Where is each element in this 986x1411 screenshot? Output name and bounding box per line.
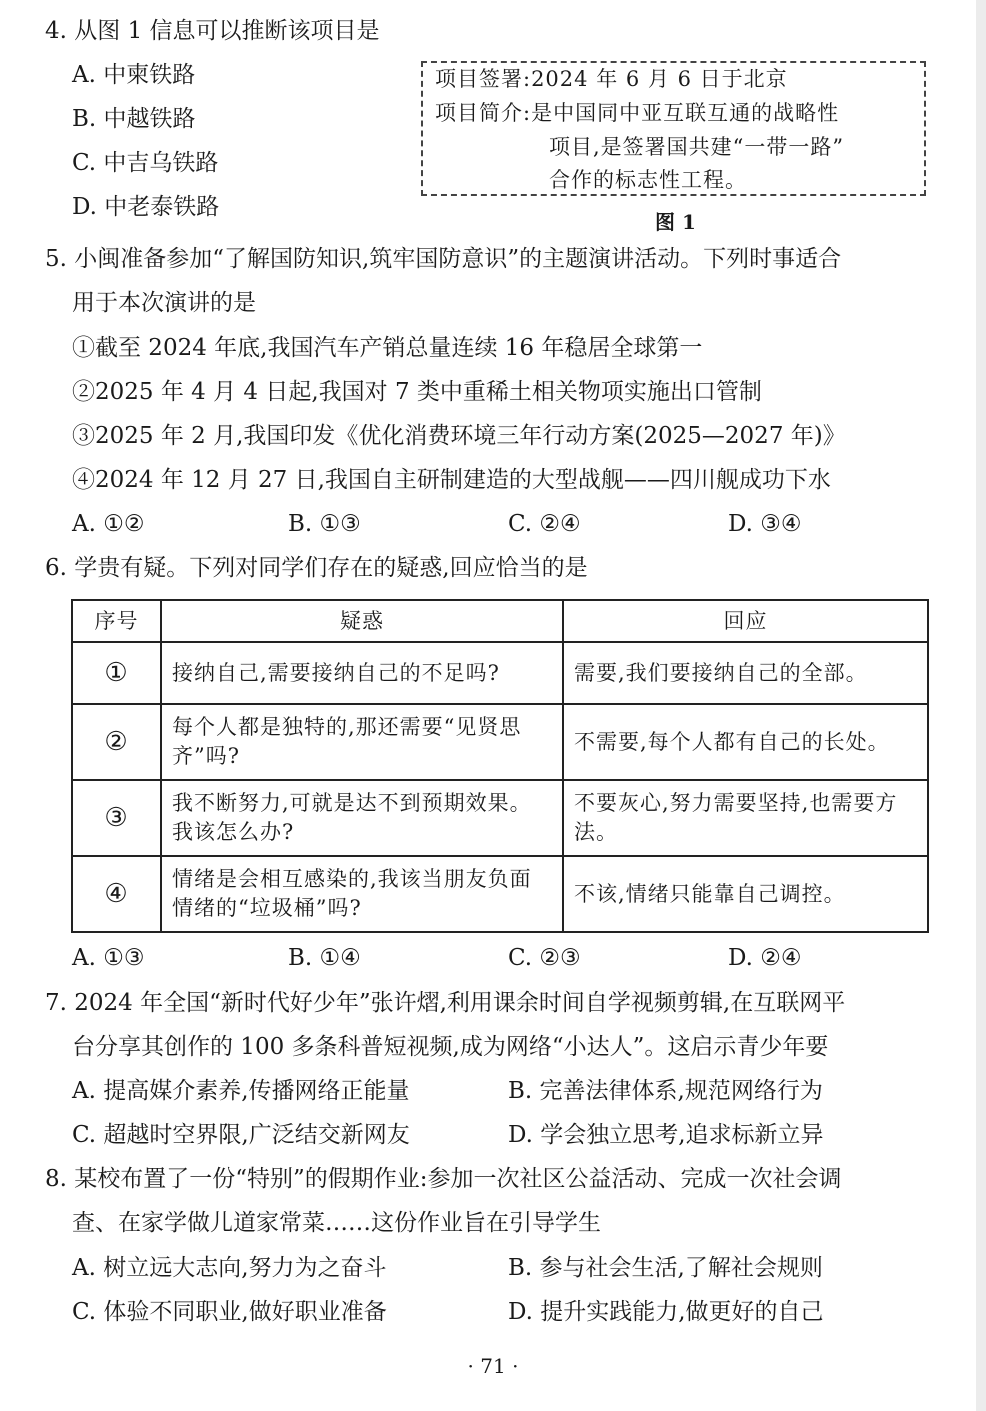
q8-option-d: D. 提升实践能力,做更好的自己 [508, 1299, 824, 1325]
q6-option-a: A. ①③ [72, 945, 145, 971]
row-number: ③ [72, 780, 161, 856]
row-doubt: 我不断努力,可就是达不到预期效果。我该怎么办? [161, 780, 563, 856]
row-response: 不需要,每个人都有自己的长处。 [563, 704, 928, 780]
page-number: · 71 · [467, 1354, 519, 1378]
q7-stem-line1: 7. 2024 年全国“新时代好少年”张许熠,利用课余时间自学视频剪辑,在互联网平 [45, 990, 846, 1016]
table-row [72, 780, 928, 856]
row-number: ② [72, 704, 161, 780]
row-response: 不该,情绪只能靠自己调控。 [563, 856, 928, 932]
figure-1-intro-2: 项目,是签署国共建“一带一路” [549, 135, 845, 159]
q5-stem-line1: 5. 小闽准备参加“了解国防知识,筑牢国防意识”的主题演讲活动。下列时事适合 [45, 246, 842, 272]
table-header-row [72, 600, 928, 642]
q6-stem: 6. 学贵有疑。下列对同学们存在的疑惑,回应恰当的是 [45, 555, 588, 581]
table-row [72, 642, 928, 704]
figure-1-box [421, 61, 926, 196]
q8-option-c: C. 体验不同职业,做好职业准备 [72, 1299, 387, 1325]
row-number: ④ [72, 856, 161, 932]
column-header-number: 序号 [72, 600, 161, 642]
q4-option-a: A. 中柬铁路 [72, 62, 196, 88]
q5-statement-3: ③2025 年 2 月,我国印发《优化消费环境三年行动方案(2025—2027 年)》 [72, 423, 846, 449]
q6-table [71, 599, 929, 933]
q5-statement-2: ②2025 年 4 月 4 日起,我国对 7 类中重稀土相关物项实施出口管制 [72, 379, 762, 405]
column-header-response: 回应 [563, 600, 928, 642]
row-response: 需要,我们要接纳自己的全部。 [563, 642, 928, 704]
q7-option-d: D. 学会独立思考,追求标新立异 [508, 1122, 824, 1148]
q5-option-b: B. ①③ [288, 511, 361, 537]
figure-1-caption: 图 1 [655, 210, 696, 234]
q5-option-c: C. ②④ [508, 511, 581, 537]
row-response: 不要灰心,努力需要坚持,也需要方法。 [563, 780, 928, 856]
q8-option-a: A. 树立远大志向,努力为之奋斗 [72, 1255, 387, 1281]
page-edge-shadow [976, 0, 986, 1411]
q7-option-a: A. 提高媒介素养,传播网络正能量 [72, 1078, 410, 1104]
figure-1-intro-1: 项目简介:是中国同中亚互联互通的战略性 [435, 101, 840, 125]
q6-option-b: B. ①④ [288, 945, 361, 971]
q5-statement-1: ①截至 2024 年底,我国汽车产销总量连续 16 年稳居全球第一 [72, 335, 703, 361]
q6-option-d: D. ②④ [728, 945, 802, 971]
q5-option-d: D. ③④ [728, 511, 802, 537]
q5-statement-4: ④2024 年 12 月 27 日,我国自主研制建造的大型战舰——四川舰成功下水 [72, 467, 831, 493]
figure-1-signing: 项目签署:2024 年 6 月 6 日于北京 [435, 67, 788, 91]
row-doubt: 每个人都是独特的,那还需要“见贤思齐”吗? [161, 704, 563, 780]
table-row [72, 856, 928, 932]
q4-option-b: B. 中越铁路 [72, 106, 196, 132]
q4-stem: 4. 从图 1 信息可以推断该项目是 [45, 18, 380, 44]
row-doubt: 情绪是会相互感染的,我该当朋友负面情绪的“垃圾桶”吗? [161, 856, 563, 932]
q7-option-c: C. 超越时空界限,广泛结交新网友 [72, 1122, 410, 1148]
row-doubt: 接纳自己,需要接纳自己的不足吗? [161, 642, 563, 704]
figure-1-intro-3: 合作的标志性工程。 [549, 168, 747, 192]
q7-stem-line2: 台分享其创作的 100 多条科普短视频,成为网络“小达人”。这启示青少年要 [72, 1034, 829, 1060]
q5-option-a: A. ①② [72, 511, 145, 537]
q8-stem-line1: 8. 某校布置了一份“特别”的假期作业:参加一次社区公益活动、完成一次社会调 [45, 1166, 842, 1192]
q5-stem-line2: 用于本次演讲的是 [72, 290, 256, 316]
row-number: ① [72, 642, 161, 704]
q4-option-c: C. 中吉乌铁路 [72, 150, 219, 176]
q6-option-c: C. ②③ [508, 945, 581, 971]
table-row [72, 704, 928, 780]
q4-option-d: D. 中老泰铁路 [72, 194, 220, 220]
column-header-doubt: 疑惑 [161, 600, 563, 642]
q8-stem-line2: 查、在家学做儿道家常菜……这份作业旨在引导学生 [72, 1210, 601, 1236]
q7-option-b: B. 完善法律体系,规范网络行为 [508, 1078, 823, 1104]
q8-option-b: B. 参与社会生活,了解社会规则 [508, 1255, 823, 1281]
